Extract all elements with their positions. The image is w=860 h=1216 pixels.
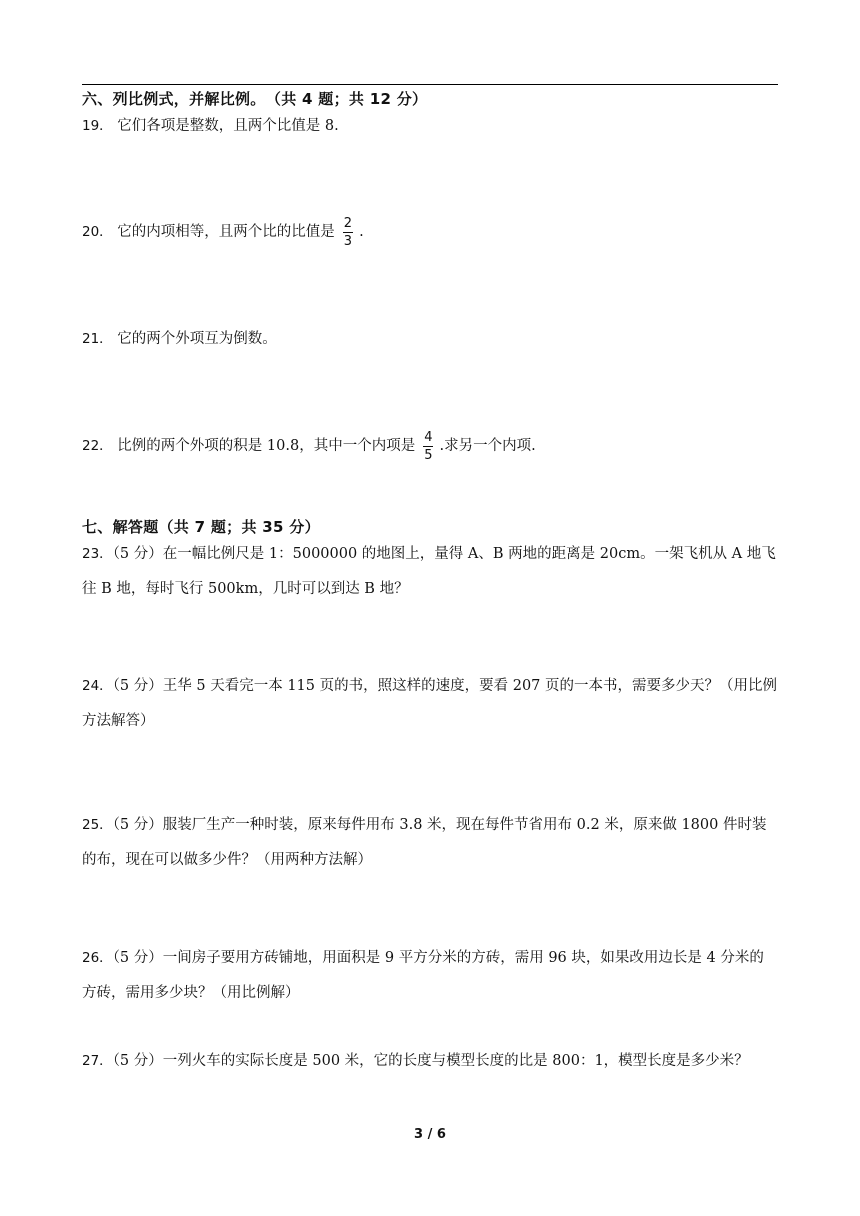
- question-text-end: .: [359, 224, 364, 240]
- question-number: 27．: [82, 1053, 113, 1069]
- fraction-denominator: 5: [424, 447, 433, 463]
- question-text: 王华 5 天看完一本 115 页的书，照这样的速度，要看 207 页的一本书，需要多少天？（用比例方法解答）: [82, 678, 778, 729]
- question-number: 21．: [82, 331, 113, 347]
- question-number: 22．: [82, 438, 113, 454]
- question-21: [82, 322, 778, 357]
- section-7-heading: 七、解答题（共 7 题；共 35 分）: [82, 518, 320, 536]
- question-score: （5 分）: [112, 950, 163, 966]
- fraction-numerator: 2: [343, 215, 353, 231]
- question-24: [82, 669, 778, 739]
- question-score: （5 分）: [112, 546, 163, 562]
- fraction: [423, 431, 433, 462]
- question-number: 20．: [82, 224, 113, 240]
- fraction-numerator: 4: [424, 429, 433, 445]
- question-number: 19．: [82, 118, 113, 134]
- question-text: 它的内项相等，且两个比的比值是: [117, 224, 335, 240]
- question-22: [82, 429, 778, 464]
- question-text: 服装厂生产一种时装，原来每件用布 3.8 米，现在每件节省用布 0.2 米，原来做 1800 件时装的布，现在可以做多少件？（用两种方法解）: [82, 817, 767, 868]
- question-text: 一间房子要用方砖铺地，用面积是 9 平方分米的方砖，需用 96 块，如果改用边长是 4 分米的方砖，需用多少块？（用比例解）: [82, 950, 764, 1001]
- fraction: [343, 217, 353, 248]
- question-23: [82, 537, 778, 607]
- question-27: [82, 1044, 778, 1079]
- question-text: 比例的两个外项的积是 10.8，其中一个内项是: [117, 438, 416, 454]
- question-25: [82, 808, 778, 878]
- question-text: 在一幅比例尺是 1：5000000 的地图上，量得 A、B 两地的距离是 20cm。一架飞机从 A 地飞往 B 地，每时飞行 500km，几时可以到达 B 地？: [82, 546, 776, 597]
- question-number: 26．: [82, 950, 113, 966]
- question-number: 24．: [82, 678, 113, 694]
- page-number: 3 / 6: [414, 1127, 446, 1142]
- fraction-denominator: 3: [343, 233, 353, 249]
- question-26: [82, 941, 778, 1011]
- question-number: 23．: [82, 546, 113, 562]
- question-text: 它们各项是整数，且两个比值是 8.: [117, 118, 339, 134]
- section-6-heading: 六、列比例式，并解比例。 （共 4 题；共 12 分）: [82, 90, 428, 108]
- question-20: [82, 215, 778, 250]
- question-19: [82, 109, 778, 144]
- question-text: 它的两个外项互为倒数。: [117, 331, 277, 347]
- question-text-end: .求另一个内项.: [439, 438, 536, 454]
- question-score: （5 分）: [112, 678, 163, 694]
- header-rule: [82, 84, 778, 85]
- question-text: 一列火车的实际长度是 500 米，它的长度与模型长度的比是 800：1，模型长度是多少米？: [162, 1053, 749, 1069]
- question-number: 25．: [82, 817, 113, 833]
- question-score: （5 分）: [112, 1053, 163, 1069]
- question-score: （5 分）: [112, 817, 163, 833]
